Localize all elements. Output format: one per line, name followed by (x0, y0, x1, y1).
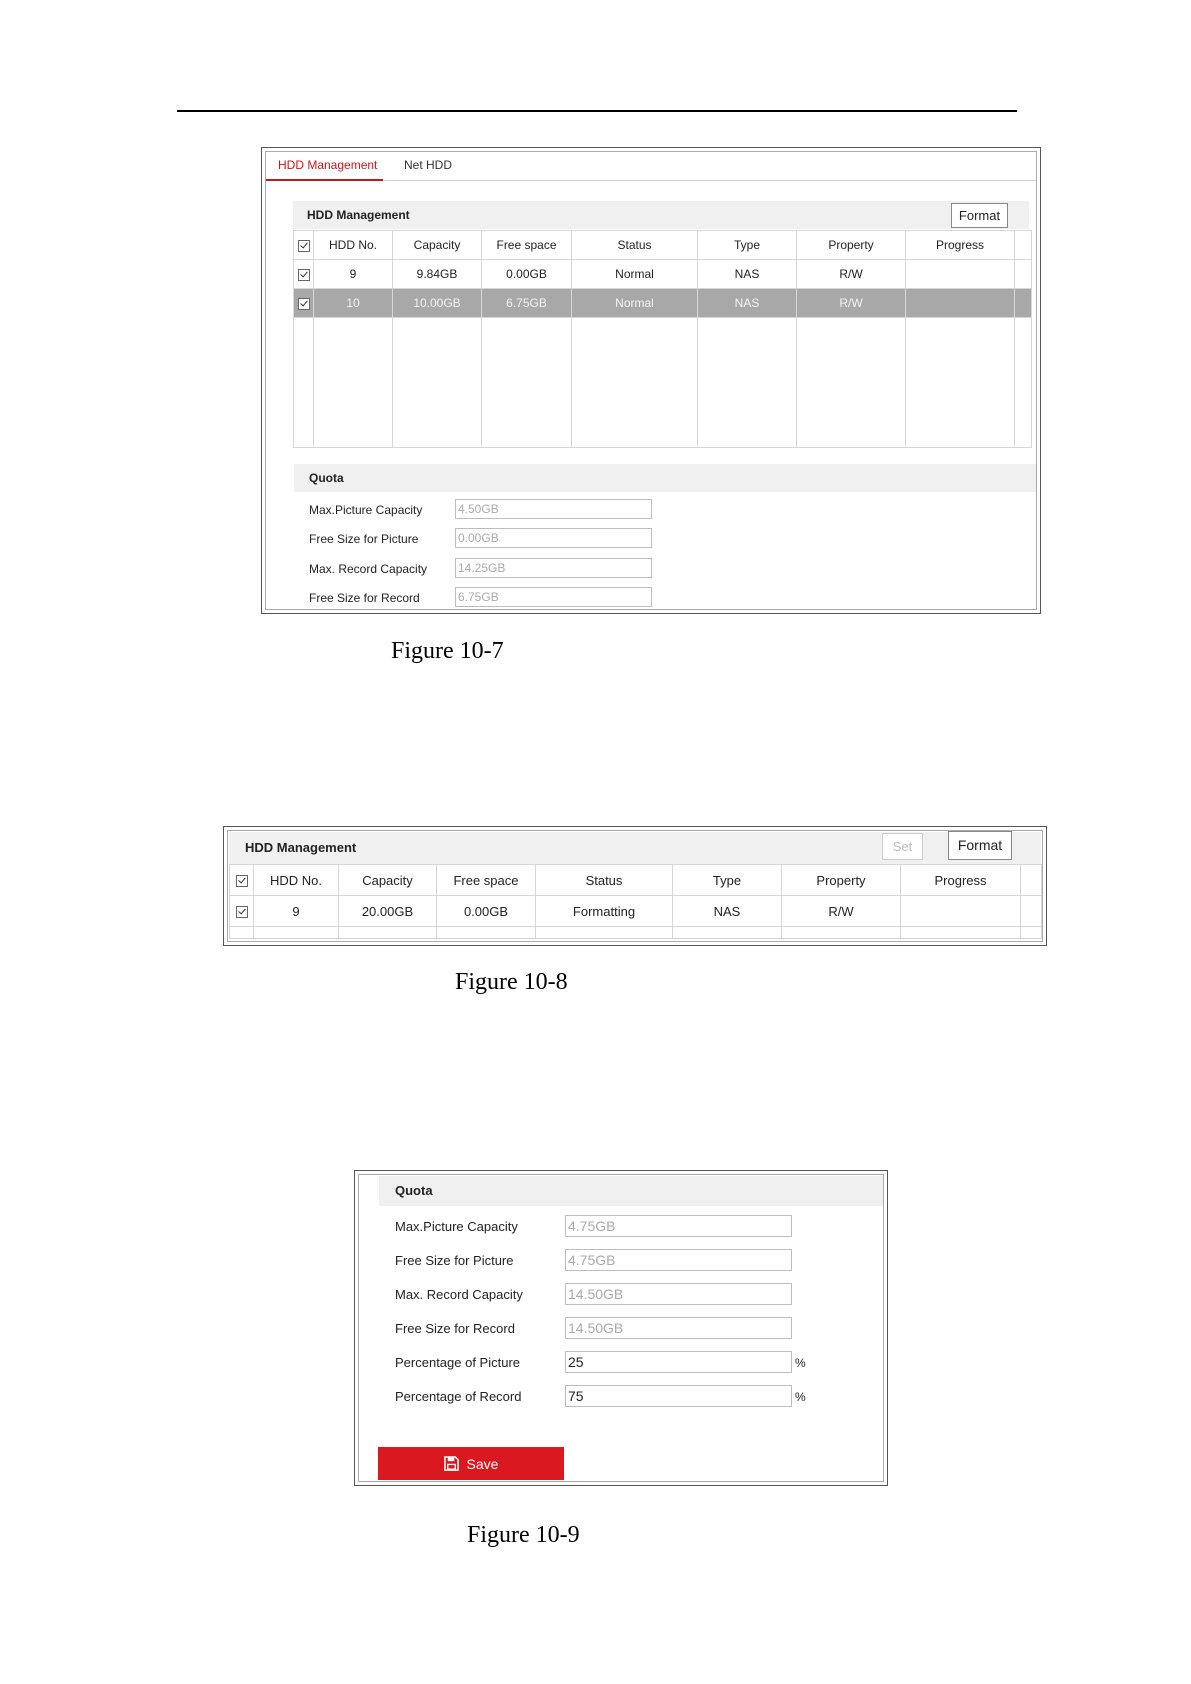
table-row-selected[interactable] (294, 289, 1032, 318)
column-header-property: Property (782, 865, 901, 896)
cell-type: NAS (673, 896, 782, 927)
column-header-hdd-no: HDD No. (254, 865, 339, 896)
cell-property: R/W (797, 289, 906, 318)
tab-net-hdd[interactable]: Net HDD (404, 158, 453, 172)
column-header-progress: Progress (901, 865, 1021, 896)
free-size-picture-label: Free Size for Picture (395, 1253, 514, 1268)
max-picture-capacity-label: Max.Picture Capacity (395, 1219, 518, 1234)
figure-8-caption: Figure 10-8 (455, 969, 568, 995)
checkbox-icon (236, 875, 248, 887)
percentage-picture-label: Percentage of Picture (395, 1355, 521, 1370)
hdd-table (293, 230, 1032, 448)
column-header-status: Status (536, 865, 673, 896)
select-all-checkbox[interactable] (230, 865, 254, 896)
max-record-capacity-label: Max. Record Capacity (395, 1287, 523, 1302)
table-header-row (294, 231, 1032, 260)
quota-title: Quota (309, 471, 344, 485)
figure-7-caption: Figure 10-7 (391, 638, 504, 664)
cell-property: R/W (782, 896, 901, 927)
free-size-record-label: Free Size for Record (309, 591, 420, 605)
cell-free-space: 0.00GB (437, 896, 536, 927)
free-size-picture-label: Free Size for Picture (309, 532, 419, 546)
free-size-record-field: 14.50GB (565, 1317, 792, 1339)
format-button[interactable]: Format (948, 831, 1012, 860)
scroll-gutter (1015, 260, 1032, 289)
save-button-label: Save (466, 1455, 499, 1472)
cell-progress (906, 260, 1015, 289)
column-header-property: Property (797, 231, 906, 260)
figure-8-panel (223, 826, 1047, 946)
hdd-table (229, 864, 1042, 939)
checkbox-icon (298, 240, 310, 252)
column-header-capacity: Capacity (393, 231, 482, 260)
table-empty-area (230, 927, 1042, 939)
column-header-free-space: Free space (437, 865, 536, 896)
quota-title: Quota (395, 1183, 433, 1198)
cell-capacity: 10.00GB (393, 289, 482, 318)
scroll-gutter (1015, 289, 1032, 318)
table-empty-area (294, 318, 1032, 448)
cell-free-space: 0.00GB (482, 260, 572, 289)
cell-hdd-no: 9 (314, 260, 393, 289)
hdd-management-title: HDD Management (307, 208, 410, 222)
cell-capacity: 20.00GB (339, 896, 437, 927)
cell-hdd-no: 9 (254, 896, 339, 927)
free-size-record-field: 6.75GB (455, 587, 652, 607)
cell-type: NAS (698, 289, 797, 318)
save-button[interactable] (378, 1447, 564, 1480)
checkbox-icon (298, 269, 310, 281)
cell-free-space: 6.75GB (482, 289, 572, 318)
cell-type: NAS (698, 260, 797, 289)
select-all-checkbox[interactable] (294, 231, 314, 260)
scroll-gutter (1021, 896, 1042, 927)
column-header-progress: Progress (906, 231, 1015, 260)
free-size-picture-field: 0.00GB (455, 528, 652, 548)
table-row[interactable] (230, 896, 1042, 927)
quota-header (379, 1176, 883, 1206)
tab-hdd-management[interactable]: HDD Management (266, 158, 383, 181)
cell-progress (901, 896, 1021, 927)
percentage-record-unit: % (795, 1390, 806, 1404)
free-size-picture-field: 4.75GB (565, 1249, 792, 1271)
table-header-row (230, 865, 1042, 896)
max-record-capacity-field: 14.25GB (455, 558, 652, 578)
table-row[interactable] (294, 260, 1032, 289)
column-header-hdd-no: HDD No. (314, 231, 393, 260)
percentage-record-input[interactable]: 75 (565, 1385, 792, 1407)
cell-capacity: 9.84GB (393, 260, 482, 289)
max-record-capacity-label: Max. Record Capacity (309, 562, 428, 576)
tab-bar (266, 152, 1036, 181)
cell-hdd-no: 10 (314, 289, 393, 318)
cell-progress (906, 289, 1015, 318)
cell-status: Formatting (536, 896, 673, 927)
column-header-capacity: Capacity (339, 865, 437, 896)
cell-property: R/W (797, 260, 906, 289)
max-record-capacity-field: 14.50GB (565, 1283, 792, 1305)
max-picture-capacity-field: 4.75GB (565, 1215, 792, 1237)
figure-9-caption: Figure 10-9 (467, 1522, 580, 1548)
percentage-picture-input[interactable]: 25 (565, 1351, 792, 1373)
cell-status: Normal (572, 260, 698, 289)
percentage-record-label: Percentage of Record (395, 1389, 522, 1404)
hdd-management-title: HDD Management (245, 840, 357, 855)
checkbox-icon (236, 906, 248, 918)
free-size-record-label: Free Size for Record (395, 1321, 515, 1336)
checkbox-icon (298, 298, 310, 310)
cell-status: Normal (572, 289, 698, 318)
scroll-gutter (1021, 865, 1042, 896)
row-checkbox[interactable] (294, 260, 314, 289)
format-button[interactable]: Format (951, 203, 1008, 228)
row-checkbox[interactable] (230, 896, 254, 927)
top-rule (177, 110, 1017, 112)
column-header-free-space: Free space (482, 231, 572, 260)
max-picture-capacity-field: 4.50GB (455, 499, 652, 519)
percentage-picture-unit: % (795, 1356, 806, 1370)
save-icon (444, 1456, 459, 1471)
hdd-management-header (293, 201, 1029, 229)
row-checkbox[interactable] (294, 289, 314, 318)
set-button[interactable]: Set (882, 833, 923, 860)
figure-7-panel (261, 147, 1041, 614)
column-header-status: Status (572, 231, 698, 260)
scroll-gutter (1015, 231, 1032, 260)
column-header-type: Type (698, 231, 797, 260)
max-picture-capacity-label: Max.Picture Capacity (309, 503, 423, 517)
quota-header (294, 464, 1036, 492)
figure-9-panel (354, 1170, 888, 1486)
column-header-type: Type (673, 865, 782, 896)
